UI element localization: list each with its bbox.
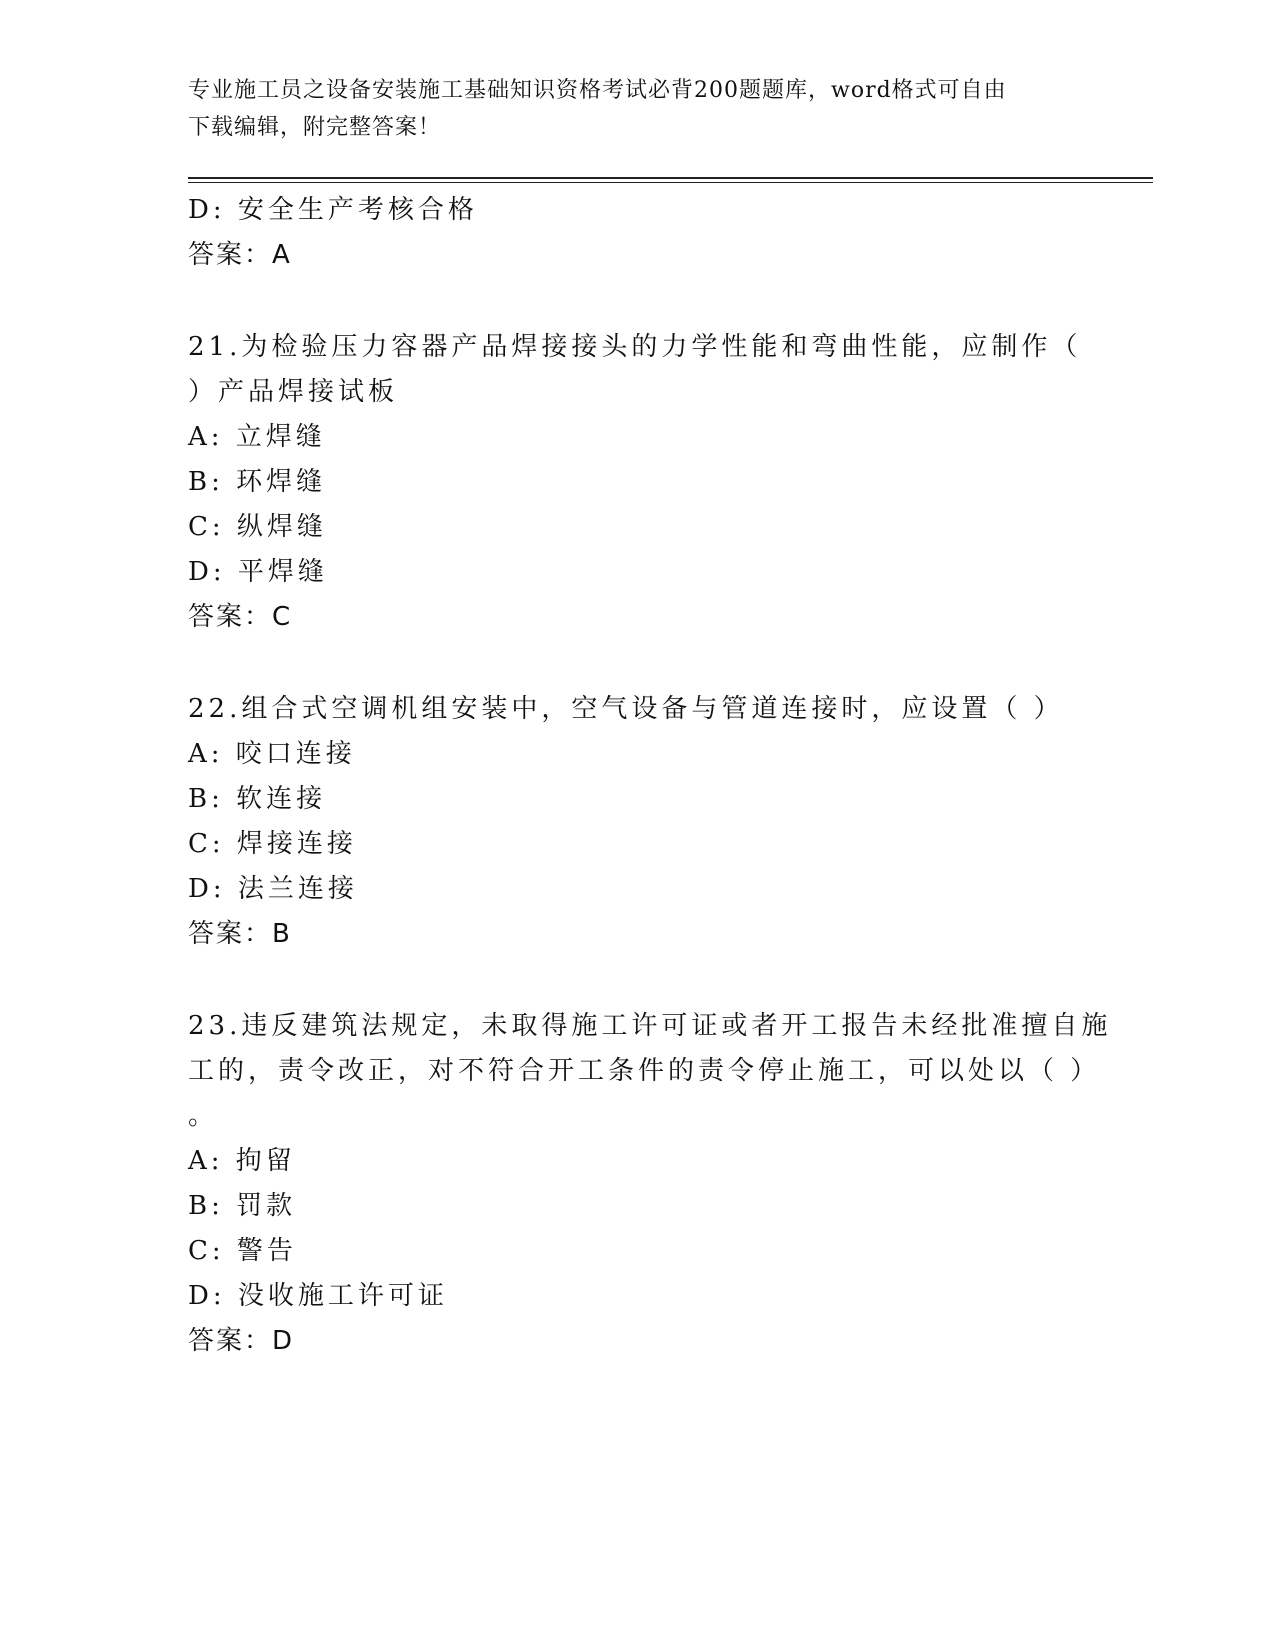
question-22-option-b: B: 软连接 <box>188 784 327 814</box>
question-23-answer: 答案：D <box>188 1326 295 1356</box>
document-header <box>188 72 1088 146</box>
header-divider-thin <box>188 182 1153 183</box>
question-22-option-a: A: 咬口连接 <box>188 739 356 769</box>
question-21-option-d: D: 平焊缝 <box>188 557 328 587</box>
question-23-text-line-2: 工的，责令改正，对不符合开工条件的责令停止施工，可以处以（ ） <box>188 1056 1101 1086</box>
question-23-text-line-3: 。 <box>188 1101 219 1131</box>
question-22-option-d: D: 法兰连接 <box>188 874 358 904</box>
spacer <box>188 278 1088 325</box>
header-title-line-1: 专业施工员之设备安装施工基础知识资格考试必背200题题库，word格式可自由 <box>188 78 1007 103</box>
question-22-option-c: C: 焊接连接 <box>188 829 357 859</box>
spacer <box>188 957 1088 1004</box>
question-23-option-d: D: 没收施工许可证 <box>188 1281 448 1311</box>
question-23-option-c: C: 警告 <box>188 1236 297 1266</box>
header-divider-thick <box>188 177 1153 179</box>
question-23-text-line-1: 23.违反建筑法规定，未取得施工许可证或者开工报告未经批准擅自施 <box>188 1011 1112 1041</box>
question-21-option-c: C: 纵焊缝 <box>188 512 327 542</box>
question-21-text-line-2: ）产品焊接试板 <box>188 377 399 407</box>
header-title-line-2: 下载编辑，附完整答案！ <box>188 115 442 140</box>
question-21-text-line-1: 21.为检验压力容器产品焊接接头的力学性能和弯曲性能，应制作（ <box>188 332 1082 362</box>
question-22-answer: 答案：B <box>188 919 292 949</box>
question-23-option-b: B: 罚款 <box>188 1191 297 1221</box>
answer-line: 答案：A <box>188 240 292 270</box>
spacer <box>188 640 1088 687</box>
question-23-option-a: A: 拘留 <box>188 1146 296 1176</box>
question-content <box>188 188 1112 1364</box>
question-21-answer: 答案：C <box>188 602 293 632</box>
question-21-option-b: B: 环焊缝 <box>188 467 327 497</box>
option-d: D: 安全生产考核合格 <box>188 195 478 225</box>
question-22-text-line-1: 22.组合式空调机组安装中，空气设备与管道连接时，应设置（ ） <box>188 694 1064 724</box>
question-21-option-a: A: 立焊缝 <box>188 422 326 452</box>
